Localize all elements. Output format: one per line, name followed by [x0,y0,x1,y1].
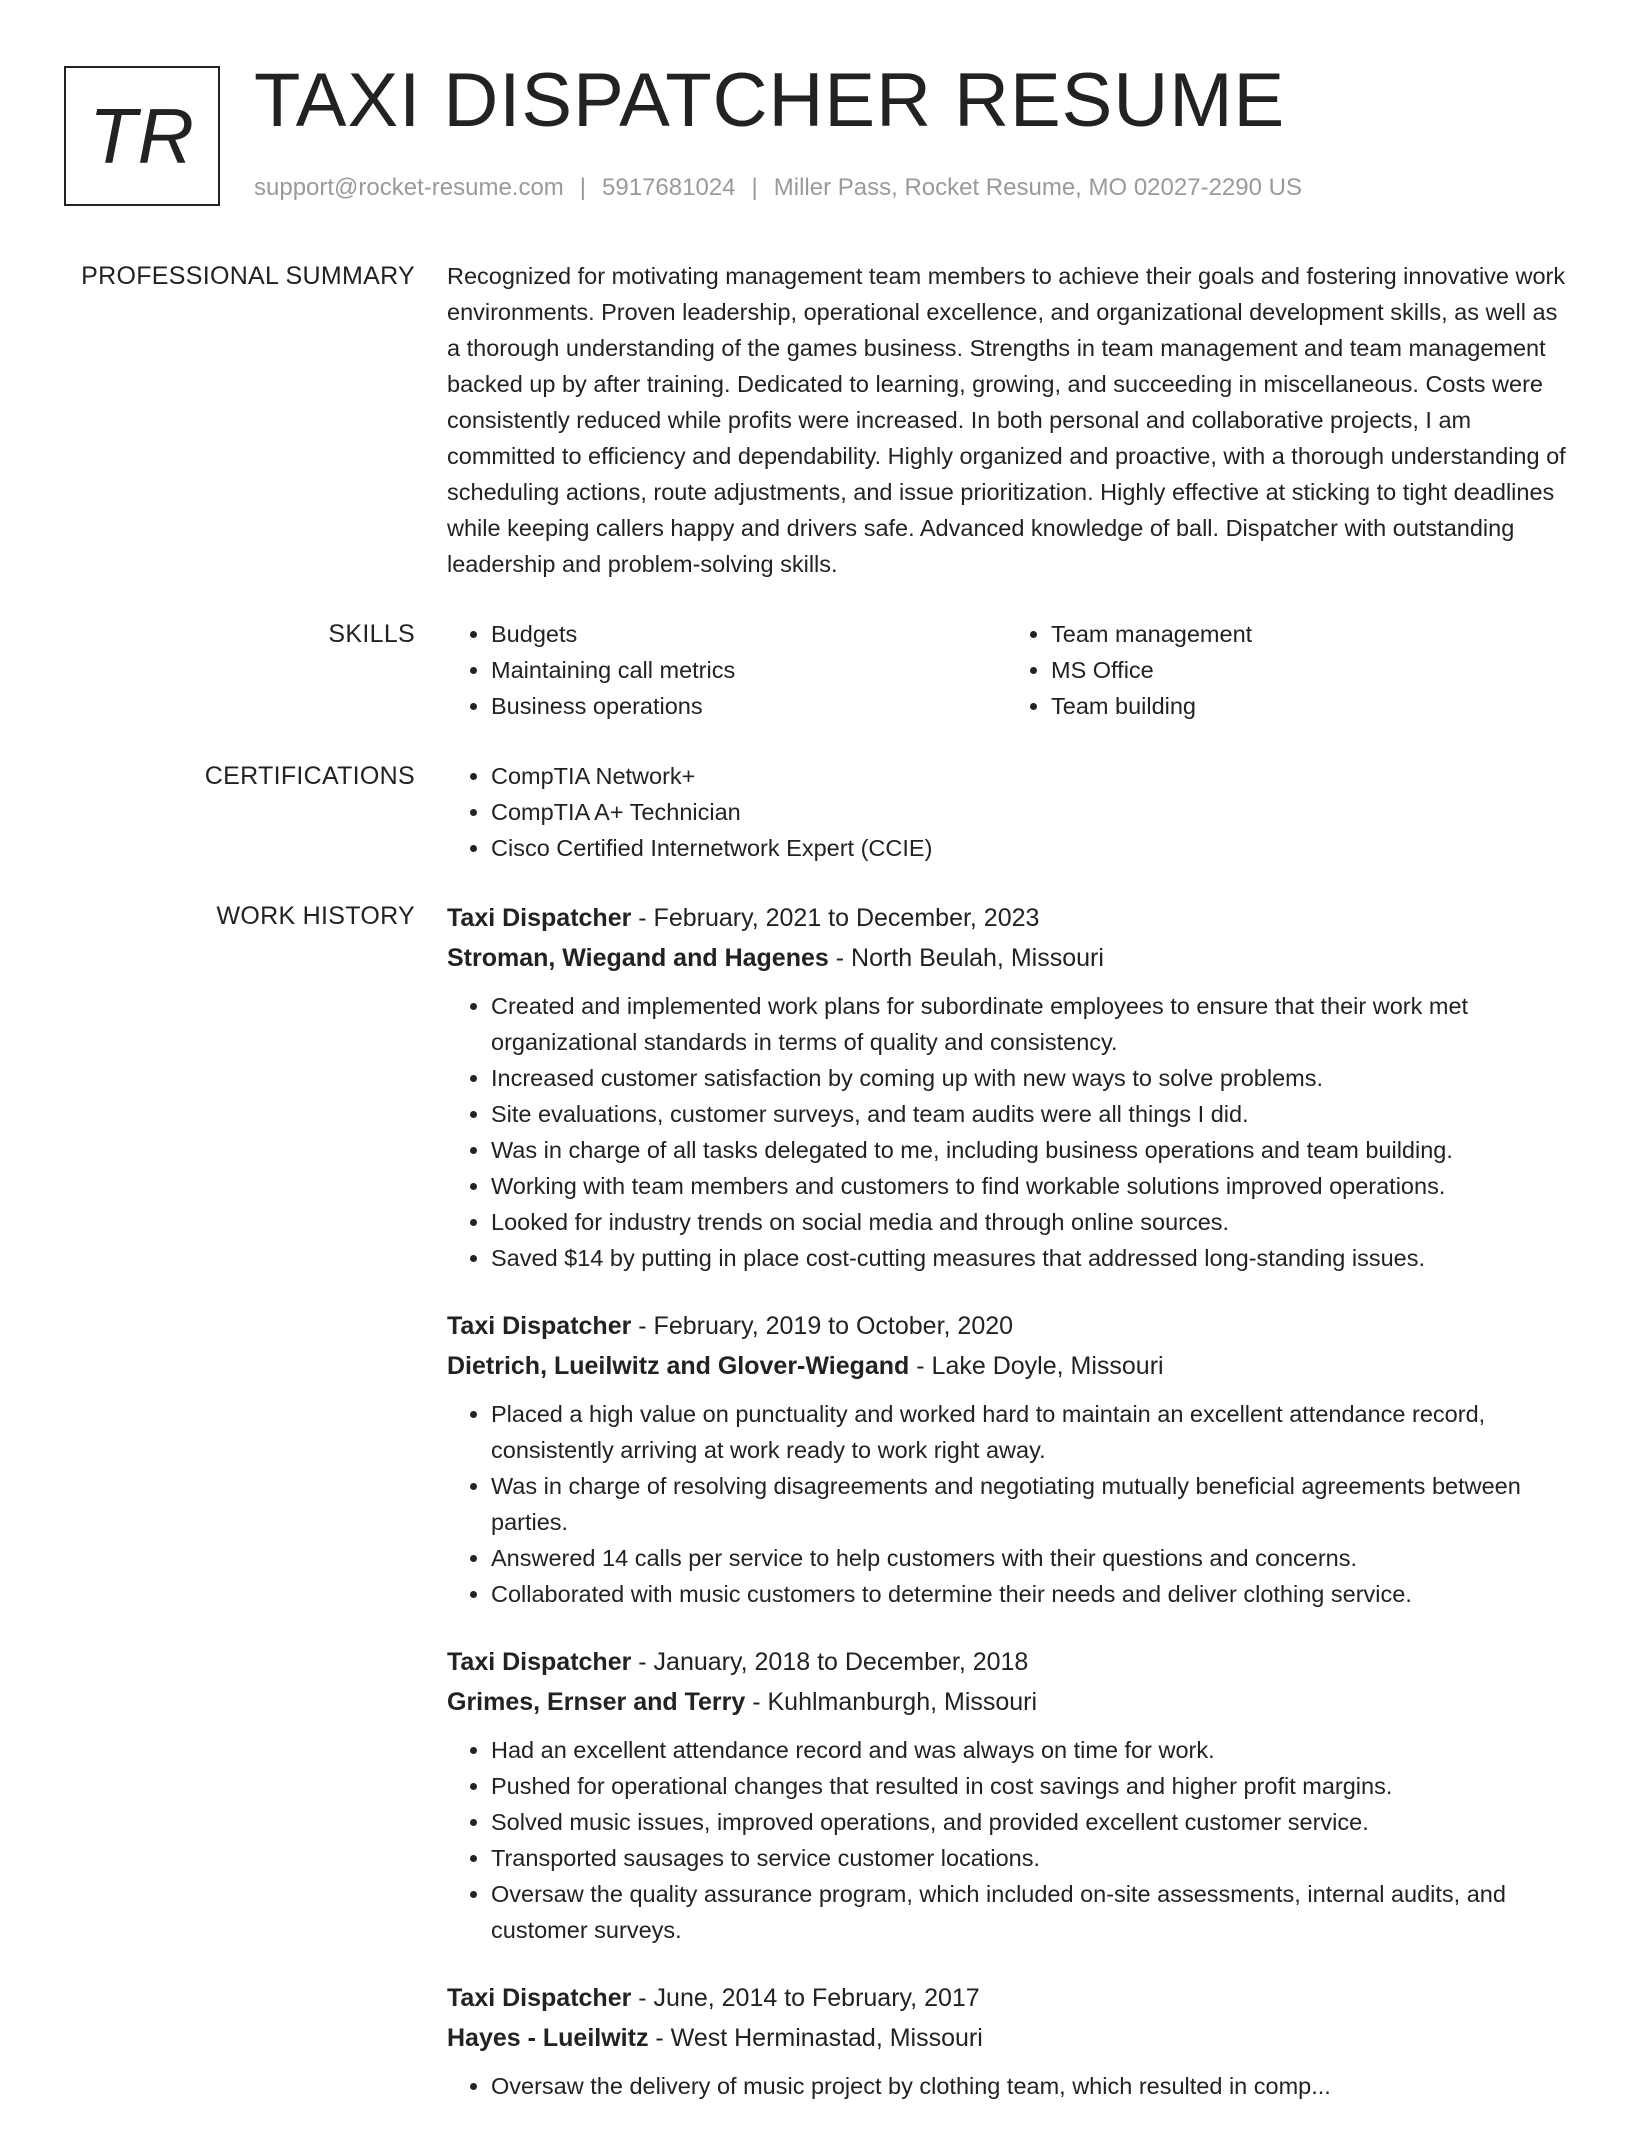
certifications-list [447,758,1567,866]
job-bullet: • Collaborated with music customers to determine their needs and deliver clothing service. [491,1576,1567,1612]
job-location: - North Beulah, Missouri [828,944,1104,972]
job-dates: - February, 2021 to December, 2023 [631,904,1040,932]
job-company: Hayes - Lueilwitz [447,2024,649,2052]
job-bullet: • Looked for industry trends on social media and through online sources. [491,1204,1567,1240]
job-bullet: • Solved music issues, improved operations, and provided excellent customer service. [491,1804,1567,1840]
job-bullet: • Working with team members and customers to find workable solutions improved operations. [491,1168,1567,1204]
section-label-work-history: WORK HISTORY [216,902,415,930]
job-dates: - June, 2014 to February, 2017 [631,1984,980,2012]
job-company: Grimes, Ernser and Terry [447,1688,746,1716]
certification-item: • CompTIA Network+ [491,758,1567,794]
section-label-summary: PROFESSIONAL SUMMARY [81,262,415,290]
job-bullet: • Saved $14 by putting in place cost-cutting measures that addressed long-standing issues. [491,1240,1567,1276]
job-bullet: • Answered 14 calls per service to help customers with their questions and concerns. [491,1540,1567,1576]
skill-item: • Budgets [491,616,1007,652]
skill-item: • MS Office [1051,652,1567,688]
job-bullet: • Oversaw the quality assurance program, which included on-site assessments, internal audits, and customer surveys. [491,1876,1567,1948]
job-title: Taxi Dispatcher [447,904,632,932]
job-bullet: • Placed a high value on punctuality and worked hard to maintain an excellent attendance record, consistently arriving at work ready to work right away. [491,1396,1567,1468]
job-company-line [447,938,1567,978]
job-company-line [447,1346,1567,1386]
skill-item: • Team building [1051,688,1567,724]
job-company-line [447,2018,1567,2058]
job-bullet: • Transported sausages to service customer locations. [491,1840,1567,1876]
contact-line [254,174,1302,202]
job-location: - West Herminastad, Missouri [648,2024,983,2052]
job-title: Taxi Dispatcher [447,1312,632,1340]
job-entry [447,898,1567,1276]
skill-item: • Business operations [491,688,1007,724]
summary-text: Recognized for motivating management team members to achieve their goals and fostering innovative work environments. Proven leadership, operational excellence, and organizational development skills, as well as a thorough understanding of the games business. Strengths in team management and team management backed up by after training. Dedicated to learning, growing, and succeeding in miscellaneous. Costs were consistently reduced while profits were increased. In both personal and collaborative projects, I am committed to efficiency and dependability. Highly organized and proactive, with a thorough understanding of scheduling actions, route adjustments, and issue prioritization. Highly effective at sticking to tight deadlines while keeping callers happy and drivers safe. Advanced knowledge of ball. Dispatcher with outstanding leadership and problem-solving skills. [447,263,1566,577]
monogram-initials: TR [89,91,195,180]
job-bullet: • Created and implemented work plans for subordinate employees to ensure that their work met organizational standards in terms of quality and consistency. [491,988,1567,1060]
contact-email: support@rocket-resume.com [254,174,564,201]
job-bullet: • Was in charge of resolving disagreements and negotiating mutually beneficial agreements between parties. [491,1468,1567,1540]
job-entry [447,1978,1567,2104]
job-title: Taxi Dispatcher [447,1648,632,1676]
job-entry [447,1306,1567,1612]
certification-item: • CompTIA A+ Technician [491,794,1567,830]
job-bullet: • Had an excellent attendance record and was always on time for work. [491,1732,1567,1768]
skill-item: • Team management [1051,616,1567,652]
job-title: Taxi Dispatcher [447,1984,632,2012]
job-title-line [447,1306,1567,1346]
job-location: - Kuhlmanburgh, Missouri [745,1688,1038,1716]
contact-phone: 5917681024 [602,174,736,201]
job-bullet: • Site evaluations, customer surveys, and team audits were all things I did. [491,1096,1567,1132]
skill-item: • Maintaining call metrics [491,652,1007,688]
contact-address: Miller Pass, Rocket Resume, MO 02027-2290 US [773,174,1302,201]
monogram-box [64,66,220,206]
job-dates: - January, 2018 to December, 2018 [631,1648,1029,1676]
job-company-line [447,1682,1567,1722]
job-bullet: • Pushed for operational changes that resulted in cost savings and higher profit margins. [491,1768,1567,1804]
resume-title: TAXI DISPATCHER RESUME [254,58,1286,143]
job-bullets [447,2068,1567,2104]
job-bullets [447,1396,1567,1612]
skills-list-right [1007,616,1567,724]
contact-separator: | [579,174,587,201]
job-company: Stroman, Wiegand and Hagenes [447,944,829,972]
job-title-line [447,1642,1567,1682]
job-location: - Lake Doyle, Missouri [909,1352,1164,1380]
job-title-line [447,898,1567,938]
section-label-certifications: CERTIFICATIONS [204,762,415,790]
job-company: Dietrich, Lueilwitz and Glover-Wiegand [447,1352,910,1380]
job-bullet: • Was in charge of all tasks delegated to me, including business operations and team building. [491,1132,1567,1168]
job-bullet: • Increased customer satisfaction by coming up with new ways to solve problems. [491,1060,1567,1096]
contact-separator: | [751,174,758,201]
certification-item: • Cisco Certified Internetwork Expert (CCIE) [491,830,1567,866]
section-label-skills: SKILLS [328,620,415,648]
job-bullets [447,1732,1567,1948]
skills-list-left [447,616,1007,724]
job-entry [447,1642,1567,1948]
job-title-line [447,1978,1567,2018]
job-bullet: • Oversaw the delivery of music project by clothing team, which resulted in comp... [491,2068,1567,2104]
job-dates: - February, 2019 to October, 2020 [631,1312,1014,1340]
job-bullets [447,988,1567,1276]
